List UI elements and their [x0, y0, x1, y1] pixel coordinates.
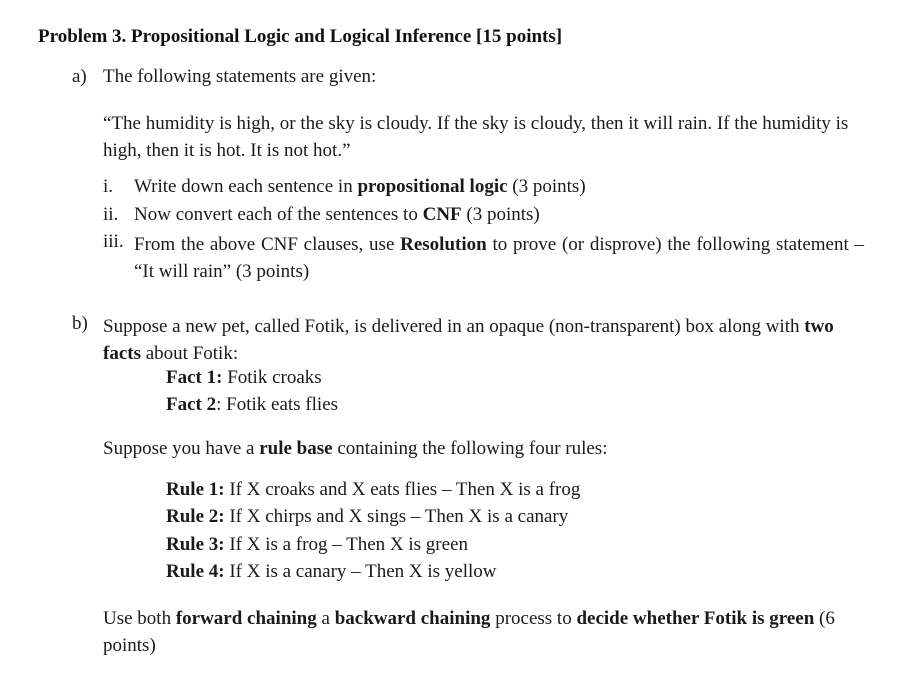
- rule-base-intro: Suppose you have a rule base containing the following four rules:: [103, 438, 608, 459]
- fact-2: Fact 2: Fotik eats flies: [166, 394, 339, 415]
- item-i-text: Write down each sentence in propositional logic (3 points): [134, 176, 586, 197]
- part-a-marker: a): [72, 66, 87, 87]
- given-statement: “The humidity is high, or the sky is cloudy. If the sky is cloudy, then it will rain. If the humidity is high, then it is hot. It is not hot.”: [103, 113, 849, 161]
- rule-3: Rule 3: If X is a frog – Then X is green: [166, 534, 468, 555]
- part-b-intro: Suppose a new pet, called Fotik, is delivered in an opaque (non-transparent) box along with two facts about Fotik:: [103, 316, 834, 364]
- item-i-number: i.: [103, 176, 114, 197]
- rule-2: Rule 2: If X chirps and X sings – Then X is a canary: [166, 506, 569, 527]
- item-iii-text: From the above CNF clauses, use Resolution to prove (or disprove) the following statement – “It will rain” (3 points): [134, 234, 865, 282]
- problem-title: Problem 3. Propositional Logic and Logical Inference [15 points]: [38, 26, 563, 47]
- rule-1: Rule 1: If X croaks and X eats flies – Then X is a frog: [166, 479, 581, 500]
- item-iii-number: iii.: [103, 231, 124, 252]
- final-instruction: Use both forward chaining a backward chaining process to decide whether Fotik is green (6 points): [103, 608, 835, 656]
- rule-4: Rule 4: If X is a canary – Then X is yellow: [166, 561, 497, 582]
- item-ii-text: Now convert each of the sentences to CNF (3 points): [134, 204, 540, 225]
- fact-1: Fact 1: Fotik croaks: [166, 367, 322, 388]
- part-a-intro: The following statements are given:: [103, 66, 377, 87]
- item-ii-number: ii.: [103, 204, 119, 225]
- part-b-marker: b): [72, 313, 88, 334]
